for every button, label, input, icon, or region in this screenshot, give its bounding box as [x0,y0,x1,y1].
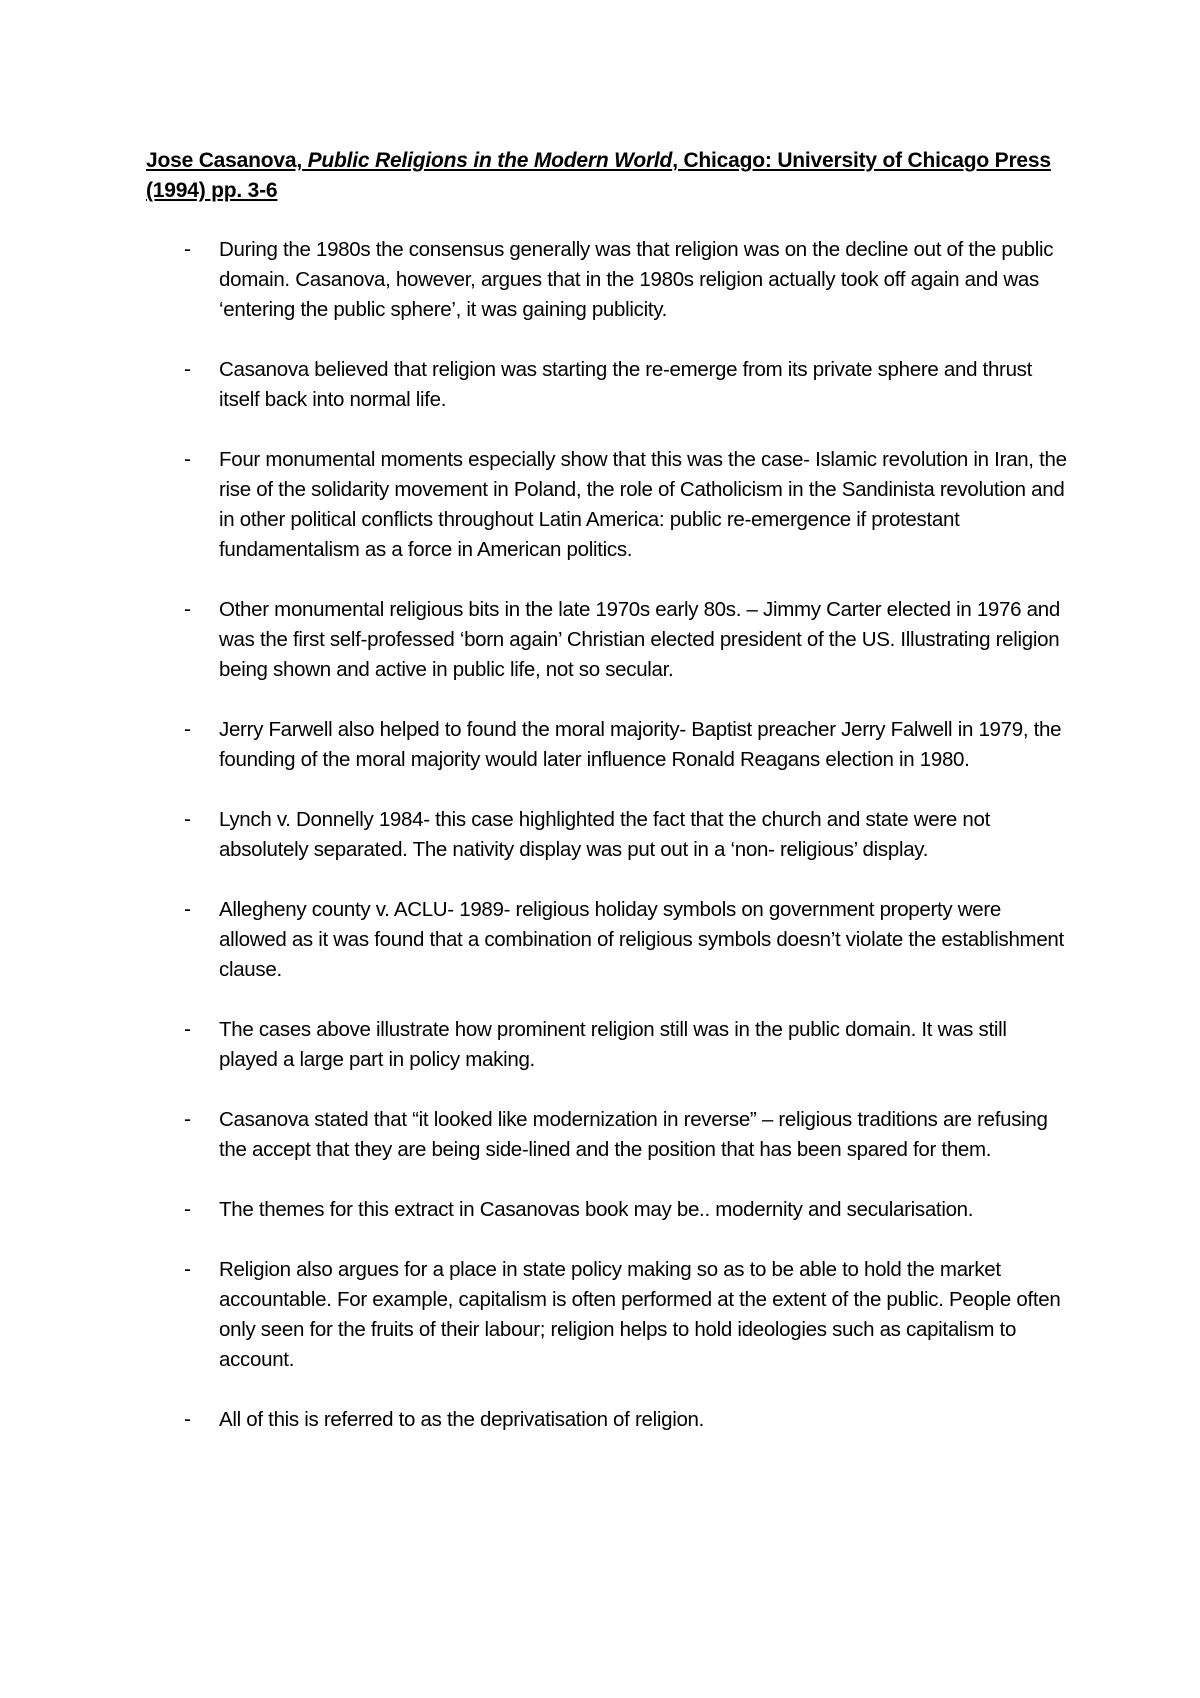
list-item-text: The cases above illustrate how prominent religion still was in the public domain. It was still played a large part in policy making. [219,1018,1007,1071]
list-item-text: During the 1980s the consensus generally was that religion was on the decline out of the public domain. Casanova, however, argues that in the 1980s religion actually took off again and was ‘entering the public sphere’, it was gaining publicity. [219,238,1054,321]
list-item [0,445,1200,565]
list-item [0,1195,1200,1225]
list-item [0,715,1200,775]
list-item [0,595,1200,685]
bullet-dash: - [184,1198,191,1221]
bullet-dash: - [184,1258,191,1281]
list-item [0,895,1200,985]
list-item-text: Lynch v. Donnelly 1984- this case highlighted the fact that the church and state were not absolutely separated. The nativity display was put out in a ‘non- religious’ display. [219,808,991,861]
bullet-dash: - [184,1108,191,1131]
list-item-text: All of this is referred to as the deprivatisation of religion. [219,1408,705,1431]
list-item [0,1405,1200,1435]
list-item-text: Four monumental moments especially show that this was the case- Islamic revolution in Iran, the rise of the solidarity movement in Poland, the role of Catholicism in the Sandinista revolution and in other political conflicts throughout Latin America: public re-emergence if protestant fundamentalism as a force in American politics. [219,448,1067,561]
bullet-dash: - [184,238,191,261]
bullet-dash: - [184,1018,191,1041]
list-item-text: Jerry Farwell also helped to found the moral majority- Baptist preacher Jerry Falwell in 1979, the founding of the moral majority would later influence Ronald Reagans election in 1980. [219,718,1062,771]
list-item-text: Other monumental religious bits in the late 1970s early 80s. – Jimmy Carter elected in 1976 and was the first self-professed ‘born again’ Christian elected president of the US. Illustrating religion being shown and active in public life, not so secular. [219,598,1060,681]
list-item-text: The themes for this extract in Casanovas book may be.. modernity and secularisation. [219,1198,974,1221]
bullet-dash: - [184,448,191,471]
bullet-dash: - [184,1408,191,1431]
list-item-text: Religion also argues for a place in state policy making so as to be able to hold the market accountable. For example, capitalism is often performed at the extent of the public. People often only seen for the fruits of their labour; religion helps to hold ideologies such as capitalism to account. [219,1258,1061,1371]
list-item [0,235,1200,325]
list-item [0,805,1200,865]
citation-author: Jose Casanova, [146,149,308,172]
bullet-dash: - [184,898,191,921]
list-item [0,1105,1200,1165]
list-item [0,1015,1200,1075]
citation-heading [146,146,1066,206]
list-item-text: Allegheny county v. ACLU- 1989- religious holiday symbols on government property were allowed as it was found that a combination of religious symbols doesn’t violate the establishment clause. [219,898,1064,981]
list-item-text: Casanova stated that “it looked like modernization in reverse” – religious traditions are refusing the accept that they are being side-lined and the position that has been spared for them. [219,1108,1048,1161]
bullet-dash: - [184,808,191,831]
citation-book-title: Public Religions in the Modern World [307,149,673,172]
bullet-dash: - [184,358,191,381]
bullet-dash: - [184,598,191,621]
list-item [0,355,1200,415]
list-item-text: Casanova believed that religion was starting the re-emerge from its private sphere and thrust itself back into normal life. [219,358,1033,411]
list-item [0,1255,1200,1375]
notes-list [0,235,1200,1465]
bullet-dash: - [184,718,191,741]
citation-publisher: , Chicago: University of Chicago Press (1994) pp. 3-6 [146,149,1051,202]
